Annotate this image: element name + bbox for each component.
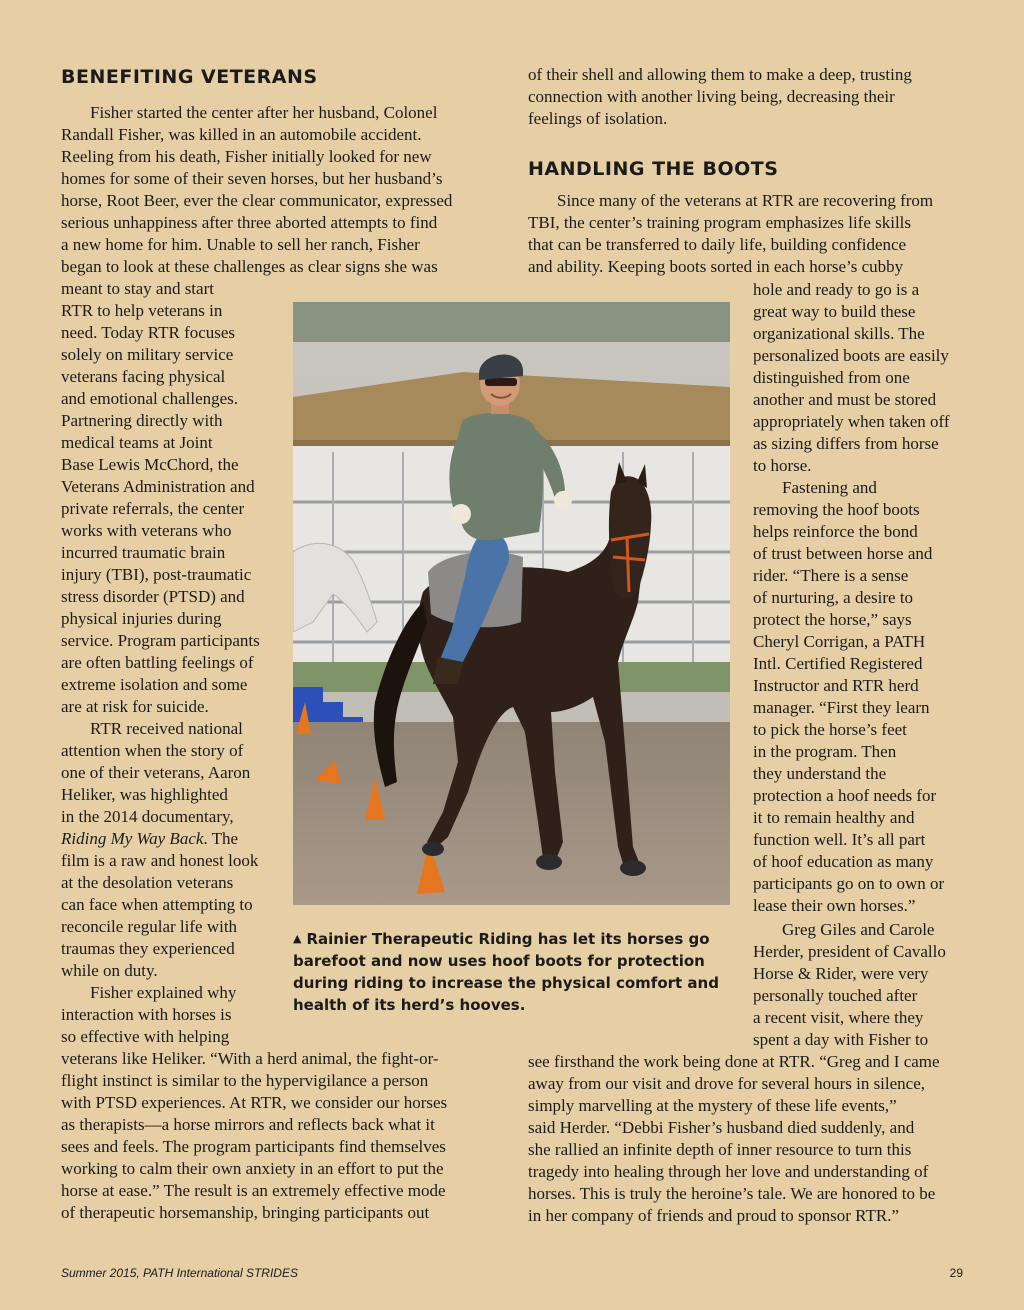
triangle-up-icon: ▲ <box>293 932 302 945</box>
text-line: are at risk for suicide. <box>61 697 209 716</box>
page-number: 29 <box>949 1266 963 1280</box>
text-line: organizational skills. The <box>753 324 925 343</box>
text-line: Fisher started the center after her husband, Colonel <box>90 103 438 122</box>
text-line: Horse & Rider, were very <box>753 964 929 983</box>
text-line: need. Today RTR focuses <box>61 323 236 342</box>
text-line: extreme isolation and some <box>61 675 248 694</box>
text-line: a recent visit, where they <box>753 1008 924 1027</box>
text-line: manager. “First they learn <box>753 698 930 717</box>
text-line: of hoof education as many <box>753 852 934 871</box>
text-line: Greg Giles and Carole <box>782 920 935 939</box>
text-line: physical injuries during <box>61 609 222 628</box>
horse-photo-illustration <box>293 302 730 905</box>
text-line: veterans like Heliker. “With a herd animal, the fight-or- <box>61 1049 439 1068</box>
text-line: Partnering directly with <box>61 411 223 430</box>
text-line: serious unhappiness after three aborted attempts to find <box>61 213 438 232</box>
text-line: that can be transferred to daily life, building confidence <box>528 235 907 254</box>
text-line: Randall Fisher, was killed in an automobile accident. <box>61 125 422 144</box>
text-fragment: . The <box>203 829 239 848</box>
text-line: Veterans Administration and <box>61 477 255 496</box>
text-line: hole and ready to go is a <box>753 280 920 299</box>
text-line: of therapeutic horsemanship, bringing participants out <box>61 1203 430 1222</box>
text-line: simply marvelling at the mystery of these life events,” <box>528 1096 897 1115</box>
text-line: as therapists—a horse mirrors and reflects back what it <box>61 1115 435 1134</box>
text-line: appropriately when taken off <box>753 412 950 431</box>
text-line: works with veterans who <box>61 521 232 540</box>
text-line: reconcile regular life with <box>61 917 238 936</box>
text-line: interaction with horses is <box>61 1005 232 1024</box>
text-line: Herder, president of Cavallo <box>753 942 946 961</box>
text-line: connection with another living being, decreasing their <box>528 87 895 106</box>
text-line: personalized boots are easily <box>753 346 949 365</box>
text-line: another and must be stored <box>753 390 937 409</box>
text-line: homes for some of their seven horses, but her husband’s <box>61 169 443 188</box>
text-line: solely on military service <box>61 345 234 364</box>
text-line: traumas they experienced <box>61 939 235 958</box>
text-line: lease their own horses.” <box>753 896 916 915</box>
text-line: removing the hoof boots <box>753 500 920 519</box>
text-line: participants go on to own or <box>753 874 945 893</box>
text-line: function well. It’s all part <box>753 830 926 849</box>
text-line: in her company of friends and proud to sponsor RTR.” <box>528 1206 900 1225</box>
text-line: protection a hoof needs for <box>753 786 937 805</box>
documentary-title: Riding My Way Back <box>61 829 204 848</box>
text-line: helps reinforce the bond <box>753 522 918 541</box>
text-line: Fastening and <box>782 478 877 497</box>
text-line: Since many of the veterans at RTR are recovering from <box>557 191 934 210</box>
text-line: so effective with helping <box>61 1027 230 1046</box>
footer-issue-text: Summer 2015, PATH International STRIDES <box>61 1266 298 1280</box>
text-line: of their shell and allowing them to make a deep, trusting <box>528 65 912 84</box>
text-line: horse, Root Beer, ever the clear communicator, expressed <box>61 191 453 210</box>
text-line: while on duty. <box>61 961 158 980</box>
text-line: began to look at these challenges as clear signs she was <box>61 257 438 276</box>
text-line: tragedy into healing through her love and understanding of <box>528 1162 929 1181</box>
text-line: sees and feels. The program participants find themselves <box>61 1137 446 1156</box>
text-line: at the desolation veterans <box>61 873 234 892</box>
text-line: of nurturing, a desire to <box>753 588 914 607</box>
text-line-with-title <box>61 828 238 850</box>
text-line: Heliker, was highlighted <box>61 785 228 804</box>
text-line: injury (TBI), post-traumatic <box>61 565 252 584</box>
text-line: veterans facing physical <box>61 367 226 386</box>
text-line: can face when attempting to <box>61 895 253 914</box>
text-line: spent a day with Fisher to <box>753 1030 929 1049</box>
text-line: TBI, the center’s training program emphasizes life skills <box>528 213 912 232</box>
text-line: service. Program participants <box>61 631 260 650</box>
text-line: personally touched after <box>753 986 918 1005</box>
text-line: with PTSD experiences. At RTR, we consider our horses <box>61 1093 448 1112</box>
text-line: RTR to help veterans in <box>61 301 223 320</box>
text-line: to pick the horse’s feet <box>753 720 907 739</box>
text-line: of trust between horse and <box>753 544 933 563</box>
text-line: it to remain healthy and <box>753 808 915 827</box>
text-line: said Herder. “Debbi Fisher’s husband died suddenly, and <box>528 1118 915 1137</box>
text-line: RTR received national <box>90 719 243 738</box>
text-line: flight instinct is similar to the hypervigilance a person <box>61 1071 429 1090</box>
text-line: attention when the story of <box>61 741 244 760</box>
text-line: away from our visit and drove for several hours in silence, <box>528 1074 926 1093</box>
text-line: horse at ease.” The result is an extremely effective mode <box>61 1181 446 1200</box>
text-line: and emotional challenges. <box>61 389 239 408</box>
photo-caption <box>293 928 733 1016</box>
text-line: one of their veterans, Aaron <box>61 763 251 782</box>
text-line: Reeling from his death, Fisher initially looked for new <box>61 147 432 166</box>
text-line: medical teams at Joint <box>61 433 213 452</box>
text-line: rider. “There is a sense <box>753 566 909 585</box>
text-line: feelings of isolation. <box>528 109 668 128</box>
text-line: private referrals, the center <box>61 499 245 518</box>
text-line: see firsthand the work being done at RTR. “Greg and I came <box>528 1052 940 1071</box>
text-line: are often battling feelings of <box>61 653 254 672</box>
text-line: protect the horse,” says <box>753 610 912 629</box>
heading-handling-the-boots: HANDLING THE BOOTS <box>528 158 779 180</box>
rider-on-horse-photo <box>293 302 730 905</box>
text-line: Instructor and RTR herd <box>753 676 919 695</box>
text-line: working to calm their own anxiety in an effort to put the <box>61 1159 444 1178</box>
text-line: as sizing differs from horse <box>753 434 939 453</box>
text-line: to horse. <box>753 456 812 475</box>
text-line: horses. This is truly the heroine’s tale. We are honored to be <box>528 1184 936 1203</box>
heading-benefiting-veterans: BENEFITING VETERANS <box>61 66 318 88</box>
text-line: film is a raw and honest look <box>61 851 259 870</box>
text-line: great way to build these <box>753 302 916 321</box>
text-line: Cheryl Corrigan, a PATH <box>753 632 926 651</box>
text-line: incurred traumatic brain <box>61 543 226 562</box>
text-line: meant to stay and start <box>61 279 214 298</box>
text-line: Base Lewis McChord, the <box>61 455 239 474</box>
text-line: in the program. Then <box>753 742 897 761</box>
text-line: they understand the <box>753 764 887 783</box>
text-line: a new home for him. Unable to sell her ranch, Fisher <box>61 235 420 254</box>
text-line: she rallied an infinite depth of inner resource to turn this <box>528 1140 912 1159</box>
caption-text: Rainier Therapeutic Riding has let its horses go barefoot and now uses hoof boots for protection during riding to increase the physical comfort and health of its herd’s hooves. <box>293 930 719 1014</box>
text-line: and ability. Keeping boots sorted in each horse’s cubby <box>528 257 904 276</box>
text-line: in the 2014 documentary, <box>61 807 234 826</box>
text-line: Fisher explained why <box>90 983 237 1002</box>
text-line: Intl. Certified Registered <box>753 654 923 673</box>
text-line: distinguished from one <box>753 368 910 387</box>
text-line: stress disorder (PTSD) and <box>61 587 245 606</box>
